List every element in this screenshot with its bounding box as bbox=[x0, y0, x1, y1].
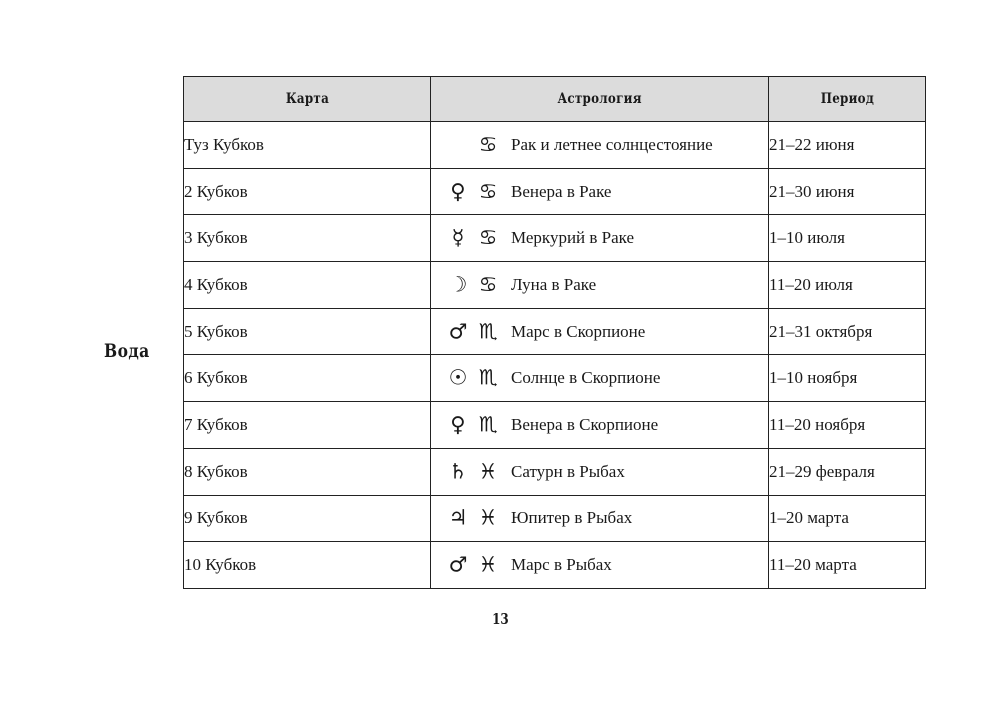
sun-icon: ☉ bbox=[448, 365, 468, 390]
card-name: 8 Кубков bbox=[184, 448, 431, 495]
astrology-text: Юпитер в Рыбах bbox=[511, 508, 633, 528]
page-number: 13 bbox=[491, 610, 509, 628]
astrology-text: Солнце в Скорпионе bbox=[511, 368, 661, 388]
astrology-cell bbox=[431, 495, 769, 542]
card-name: 3 Кубков bbox=[184, 215, 431, 262]
header-period: Период bbox=[769, 77, 926, 122]
astrology-cell bbox=[431, 308, 769, 355]
pisces-icon: ♓ bbox=[478, 459, 498, 484]
card-name: Туз Кубков bbox=[184, 122, 431, 169]
period: 11–20 июля bbox=[769, 262, 926, 309]
period: 21–30 июня bbox=[769, 168, 926, 215]
table-row bbox=[184, 495, 926, 542]
cancer-icon: ♋ bbox=[478, 272, 498, 297]
correspondence-table bbox=[183, 76, 926, 589]
astrology-cell bbox=[431, 168, 769, 215]
astrology-text: Марс в Рыбах bbox=[511, 555, 612, 575]
period: 1–10 июля bbox=[769, 215, 926, 262]
venus-icon: ♀ bbox=[450, 412, 466, 437]
table-row bbox=[184, 448, 926, 495]
table-row bbox=[184, 168, 926, 215]
table-row bbox=[184, 122, 926, 169]
period: 11–20 марта bbox=[769, 542, 926, 589]
pisces-icon: ♓ bbox=[478, 505, 498, 530]
card-name: 4 Кубков bbox=[184, 262, 431, 309]
period: 21–31 октября bbox=[769, 308, 926, 355]
astrology-text: Луна в Раке bbox=[511, 274, 597, 294]
mercury-icon: ☿ bbox=[451, 225, 465, 250]
card-name: 5 Кубков bbox=[184, 308, 431, 355]
element-label-water: Вода bbox=[104, 340, 150, 362]
astrology-text: Рак и летнее солнцестояние bbox=[511, 134, 713, 154]
card-name: 10 Кубков bbox=[184, 542, 431, 589]
cancer-icon: ♋ bbox=[478, 179, 498, 204]
table-row bbox=[184, 542, 926, 589]
card-name: 6 Кубков bbox=[184, 355, 431, 402]
card-name: 9 Кубков bbox=[184, 495, 431, 542]
table-row bbox=[184, 355, 926, 402]
astrology-text: Сатурн в Рыбах bbox=[511, 461, 625, 481]
cancer-icon: ♋ bbox=[478, 132, 498, 157]
jupiter-icon: ♃ bbox=[448, 505, 468, 530]
header-astrology: Астрология bbox=[431, 77, 769, 122]
astrology-cell bbox=[431, 215, 769, 262]
scorpio-icon: ♏ bbox=[478, 365, 498, 390]
table-row bbox=[184, 262, 926, 309]
mars-icon: ♂ bbox=[448, 552, 468, 577]
astrology-cell bbox=[431, 402, 769, 449]
header-card: Карта bbox=[184, 77, 431, 122]
table-row bbox=[184, 308, 926, 355]
astrology-cell bbox=[431, 542, 769, 589]
astrology-cell bbox=[431, 448, 769, 495]
card-name: 2 Кубков bbox=[184, 168, 431, 215]
moon-icon: ☽ bbox=[448, 272, 468, 297]
period: 21–29 февраля bbox=[769, 448, 926, 495]
astrology-text: Венера в Скорпионе bbox=[511, 414, 659, 434]
astrology-cell bbox=[431, 262, 769, 309]
astrology-text: Марс в Скорпионе bbox=[511, 321, 646, 341]
scorpio-icon: ♏ bbox=[478, 412, 498, 437]
saturn-icon: ♄ bbox=[448, 459, 468, 484]
cancer-icon: ♋ bbox=[478, 225, 498, 250]
pisces-icon: ♓ bbox=[478, 552, 498, 577]
astrology-cell bbox=[431, 355, 769, 402]
table-row bbox=[184, 402, 926, 449]
period: 11–20 ноября bbox=[769, 402, 926, 449]
period: 21–22 июня bbox=[769, 122, 926, 169]
astrology-text: Меркурий в Раке bbox=[511, 228, 635, 248]
table-header-row bbox=[184, 77, 926, 122]
scorpio-icon: ♏ bbox=[478, 319, 498, 344]
card-name: 7 Кубков bbox=[184, 402, 431, 449]
period: 1–10 ноября bbox=[769, 355, 926, 402]
table-row bbox=[184, 215, 926, 262]
venus-icon: ♀ bbox=[450, 179, 466, 204]
astrology-cell bbox=[431, 122, 769, 169]
period: 1–20 марта bbox=[769, 495, 926, 542]
mars-icon: ♂ bbox=[448, 319, 468, 344]
astrology-text: Венера в Раке bbox=[511, 181, 612, 201]
